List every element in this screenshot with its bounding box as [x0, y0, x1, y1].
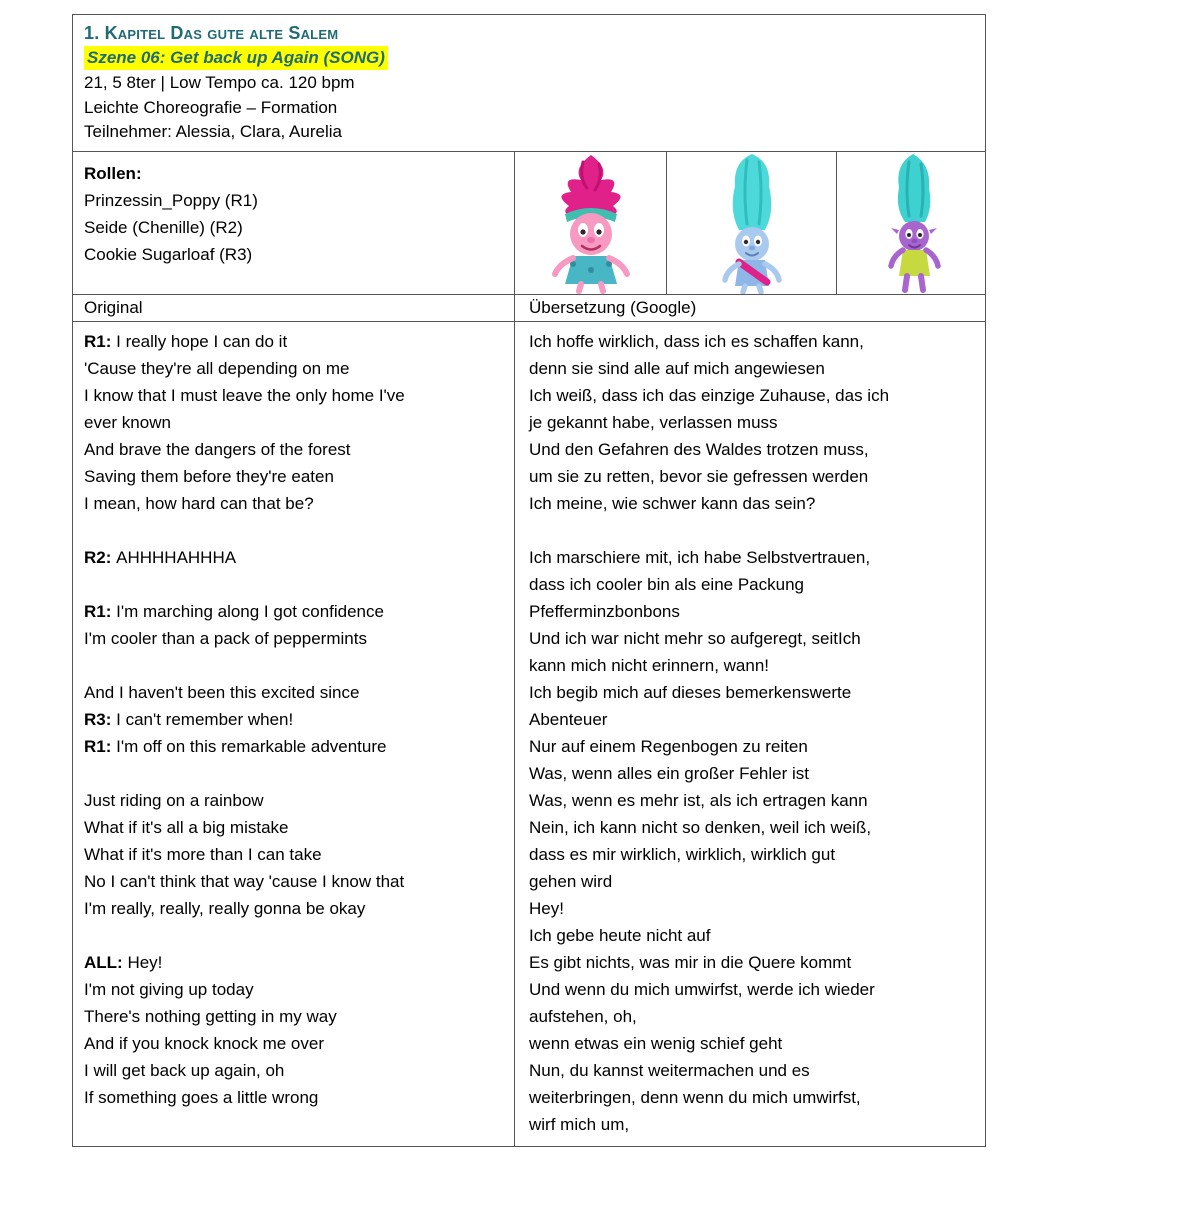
text-line [84, 517, 503, 544]
scene-title-line [84, 46, 974, 71]
text-line: Was, wenn alles ein großer Fehler ist [529, 763, 809, 783]
text-line: I will get back up again, oh [84, 1060, 285, 1080]
text-line [84, 922, 503, 949]
text-line [84, 760, 503, 787]
column-header-row [73, 294, 985, 321]
text-line: What if it's all a big mistake [84, 817, 289, 837]
lyrics-row [73, 321, 985, 1146]
tempo-line: 21, 5 8ter | Low Tempo ca. 120 bpm [84, 73, 355, 92]
roles-row [73, 151, 985, 294]
participants-line: Teilnehmer: Alessia, Clara, Aurelia [84, 122, 342, 141]
text-line: I know that I must leave the only home I've [84, 385, 405, 405]
text-line: Seide (Chenille) (R2) [84, 217, 243, 237]
text-line: dass es mir wirklich, wirklich, wirklich gut [529, 844, 836, 864]
text-line: I mean, how hard can that be? [84, 493, 314, 513]
text-line: Prinzessin_Poppy (R1) [84, 190, 258, 210]
text-line [529, 517, 974, 544]
text-line: Ich hoffe wirklich, dass ich es schaffen kann, [529, 331, 864, 351]
text-line: And I haven't been this excited since [84, 682, 360, 702]
text-line [84, 571, 503, 598]
text-line: If something goes a little wrong [84, 1087, 319, 1107]
text-line: weiterbringen, denn wenn du mich umwirfst, [529, 1087, 861, 1107]
role-tag: R1: [84, 331, 117, 351]
troll-cookie-icon [841, 152, 981, 294]
text-line: Hey! [529, 898, 564, 918]
text-line: Saving them before they're eaten [84, 466, 334, 486]
text-line: Nein, ich kann nicht so denken, weil ich weiß, [529, 817, 872, 837]
text-line: Und den Gefahren des Waldes trotzen muss, [529, 439, 869, 459]
text-line: ALL: Hey! [84, 952, 163, 972]
text-line: Was, wenn es mehr ist, als ich ertragen kann [529, 790, 868, 810]
text-line [84, 652, 503, 679]
text-line: Abenteuer [529, 709, 608, 729]
troll-poppy-icon [521, 152, 661, 294]
role-tag: R2: [84, 547, 117, 567]
text-line: I'm not giving up today [84, 979, 254, 999]
text-line: ever known [84, 412, 171, 432]
text-line: 'Cause they're all depending on me [84, 358, 350, 378]
text-line: Cookie Sugarloaf (R3) [84, 244, 253, 264]
text-line: Pfefferminzbonbons [529, 601, 680, 621]
lyrics-original-column [73, 322, 514, 1146]
script-table [72, 14, 986, 1147]
text-line: No I can't think that way 'cause I know that [84, 871, 405, 891]
text-line: R3: I can't remember when! [84, 709, 294, 729]
text-line: And brave the dangers of the forest [84, 439, 351, 459]
header-row [73, 15, 985, 151]
text-line: Nur auf einem Regenbogen zu reiten [529, 736, 808, 756]
troll-poppy-image [514, 152, 666, 294]
choreo-line: Leichte Choreografie – Formation [84, 97, 338, 117]
text-line: There's nothing getting in my way [84, 1006, 337, 1026]
header-cell [73, 15, 985, 151]
role-tag: R1: [84, 601, 117, 621]
text-line: Ich marschiere mit, ich habe Selbstvertrauen, [529, 547, 871, 567]
text-line: Ich gebe heute nicht auf [529, 925, 711, 945]
text-line: R1: I really hope I can do it [84, 331, 288, 351]
troll-chenille-image [666, 152, 836, 294]
roles-label: Rollen: [84, 163, 142, 183]
text-line: Es gibt nichts, was mir in die Quere kommt [529, 952, 852, 972]
text-line: I'm really, really, really gonna be okay [84, 898, 366, 918]
scene-title-highlight: Szene 06: Get back up Again (SONG) [84, 46, 388, 70]
text-line: Ich weiß, dass ich das einzige Zuhause, das ich [529, 385, 890, 405]
text-line: wenn etwas ein wenig schief geht [529, 1033, 783, 1053]
roles-cell [73, 152, 514, 294]
role-tag: ALL: [84, 952, 128, 972]
text-line: dass ich cooler bin als eine Packung [529, 574, 804, 594]
roles-list [84, 187, 503, 268]
text-line: je gekannt habe, verlassen muss [529, 412, 778, 432]
role-tag: R1: [84, 736, 117, 756]
text-line: Ich meine, wie schwer kann das sein? [529, 493, 816, 513]
lyrics-translation-column [514, 322, 985, 1146]
text-line: R2: AHHHHAHHHA [84, 547, 237, 567]
chapter-title: 1. Kapitel Das gute alte Salem [84, 23, 339, 43]
text-line: denn sie sind alle auf mich angewiesen [529, 358, 825, 378]
text-line: aufstehen, oh, [529, 1006, 637, 1026]
text-line: I'm cooler than a pack of peppermints [84, 628, 367, 648]
text-line: And if you knock knock me over [84, 1033, 325, 1053]
text-line: R1: I'm marching along I got confidence [84, 601, 384, 621]
role-tag: R3: [84, 709, 117, 729]
troll-chenille-icon [677, 152, 827, 294]
text-line: um sie zu retten, bevor sie gefressen werden [529, 466, 869, 486]
text-line: wirf mich um, [529, 1114, 630, 1134]
troll-cookie-image [836, 152, 985, 294]
text-line: gehen wird [529, 871, 613, 891]
column-header-original: Original [84, 297, 143, 317]
text-line: R1: I'm off on this remarkable adventure [84, 736, 387, 756]
text-line: Just riding on a rainbow [84, 790, 264, 810]
text-line: Und ich war nicht mehr so aufgeregt, seitIch [529, 628, 861, 648]
text-line: kann mich nicht erinnern, wann! [529, 655, 770, 675]
text-line: What if it's more than I can take [84, 844, 322, 864]
text-line: Nun, du kannst weitermachen und es [529, 1060, 810, 1080]
text-line: Ich begib mich auf dieses bemerkenswerte [529, 682, 852, 702]
text-line: Und wenn du mich umwirfst, werde ich wieder [529, 979, 875, 999]
column-header-translation: Übersetzung (Google) [514, 295, 985, 321]
